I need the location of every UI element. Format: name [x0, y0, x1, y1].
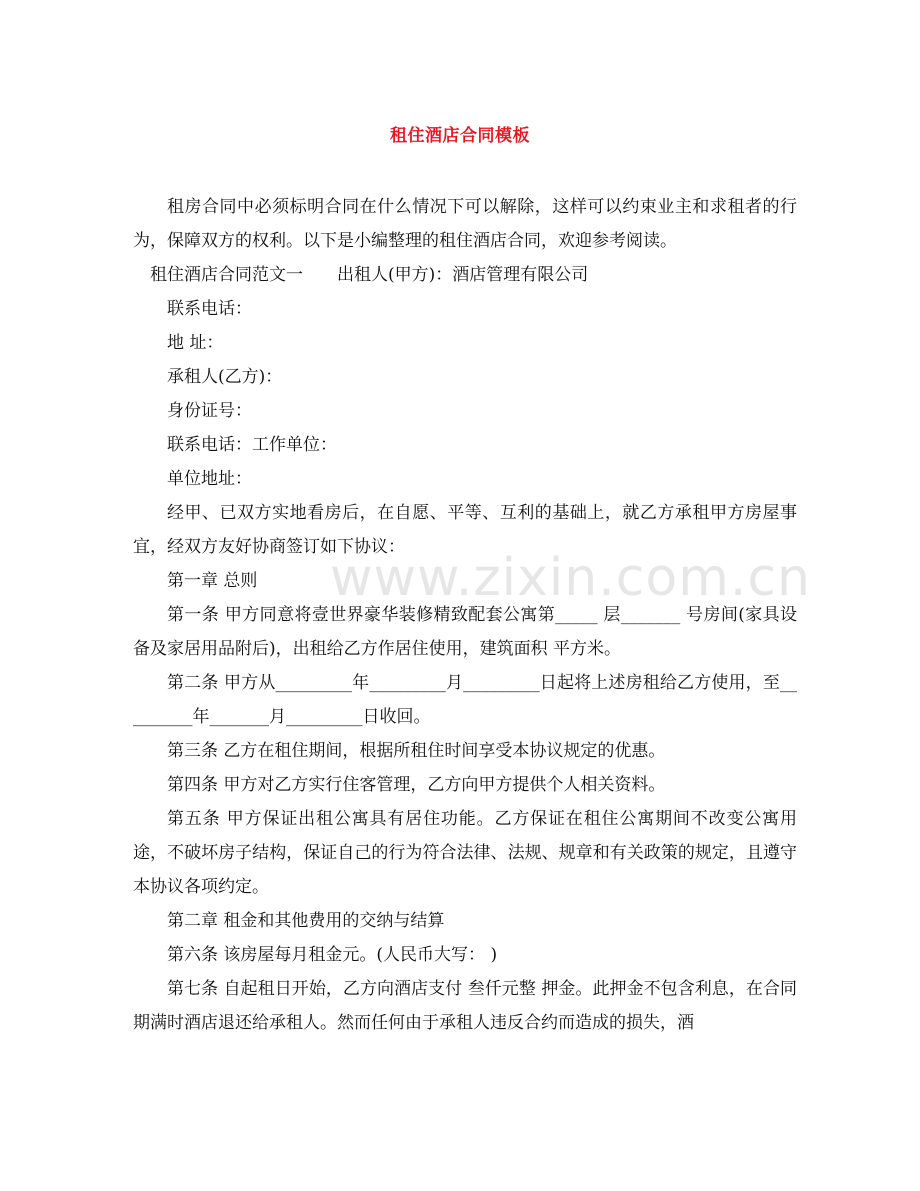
article-2: 第二条 甲方从_________年_________月_________日起将上述房租给乙方使用，至_________年_______月_________日收回。 [133, 673, 797, 727]
id-number-line: 身份证号： [167, 401, 252, 421]
sample-heading: 租住酒店合同范文一 [150, 265, 303, 285]
contact-phone-line: 联系电话： [167, 299, 252, 319]
chapter-1-heading: 第一章 总则 [167, 571, 258, 591]
article-4: 第四条 甲方对乙方实行住客管理，乙方向甲方提供个人相关资料。 [167, 775, 666, 795]
article-7: 第七条 自起租日开始，乙方向酒店支付 叁仟元整 押金。此押金不包含利息，在合同期满时酒店退还给承租人。然而任何由于承租人违反合约而造成的损失，酒 [133, 979, 797, 1033]
preamble-paragraph: 经甲、已双方实地看房后，在自愿、平等、互利的基础上，就乙方承租甲方房屋事宜，经双方友好协商签订如下协议： [133, 503, 797, 557]
article-6: 第六条 该房屋每月租金元。(人民币大写： ) [167, 945, 498, 965]
article-1: 第一条 甲方同意将壹世界豪华装修精致配套公寓第_____ 层_______ 号房间(家具设备及家居用品附后)，出租给乙方作居住使用，建筑面积 平方米。 [133, 605, 797, 659]
address-line: 地 址： [167, 333, 224, 353]
chapter-2-heading: 第二章 租金和其他费用的交纳与结算 [167, 911, 445, 931]
employer-address-line: 单位地址： [167, 469, 252, 489]
intro-paragraph: 租房合同中必须标明合同在什么情况下可以解除，这样可以约束业主和求租者的行为，保障双方的权利。以下是小编整理的租住酒店合同，欢迎参考阅读。 [133, 197, 797, 251]
lessee-line: 承租人(乙方)： [167, 367, 283, 387]
phone-employer-line: 联系电话：工作单位： [167, 435, 337, 455]
document-body [133, 190, 797, 1040]
document-title: 租住酒店合同模板 [390, 126, 530, 146]
article-3: 第三条 乙方在租住期间，根据所租住时间享受本协议规定的优惠。 [167, 741, 666, 761]
article-5: 第五条 甲方保证出租公寓具有居住功能。乙方保证在租住公寓期间不改变公寓用途，不破坏房子结构，保证自己的行为符合法律、法规、规章和有关政策的规定，且遵守本协议各项约定。 [133, 809, 797, 897]
sample-heading-row [133, 258, 797, 292]
watermark: www.zixin.com.cn [330, 548, 811, 608]
lessor-line: 出租人(甲方)：酒店管理有限公司 [337, 265, 589, 285]
